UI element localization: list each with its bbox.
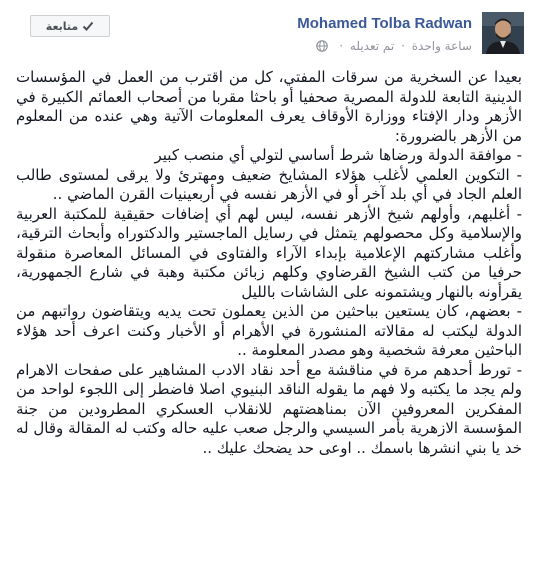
post-meta	[316, 39, 472, 53]
edited-label[interactable]: تم تعديله	[349, 39, 395, 53]
post-paragraph: - التكوين العلمي لأغلب هؤلاء المشايخ ضعيف ومهترئ ولا يرقى لمستوى طالب العلم الجاد في أي بلد آخر أو في الأزهر نفسه في أربعينيات القرن الماضي ..	[16, 165, 522, 203]
author-avatar[interactable]	[482, 12, 524, 54]
post-paragraph: - تورط أحدهم مرة في مناقشة مع أحد نقاد الادب المشاهير على صفحات الاهرام ولم يجد ما يكتبه ولا فهم ما يقوله الناقد البنيوي اصلا فاضطر إلى اللجوء لواحد من المفكرين المعروفين الآن بمناهضتهم للانقلاب العسكري المطرودين من جنة المؤسسة الازهرية بأمر السيسي والرجل صعب عليه حاله وكتب له المقالة وقال له خد يا بني انشرها باسمك .. اوعى حد يضحك عليك ..	[16, 360, 522, 457]
post-paragraph: - موافقة الدولة ورضاها شرط أساسي لتولي أي منصب كبير	[154, 146, 522, 164]
follow-button[interactable]	[30, 15, 110, 37]
author-name[interactable]: Mohamed Tolba Radwan	[297, 15, 472, 32]
post-paragraph: - بعضهم، كان يستعين بباحثين من الذين يعملون تحت يديه ويتقاضون رواتبهم من الدولة ليكتب له مقالاته المنشورة في الأهرام أو الأخبار وكنت اعرف أحد هؤلاء الباحثين معرفة شخصية وهو مصدر المعلومة ..	[16, 302, 522, 359]
post-time[interactable]: ساعة واحدة	[411, 39, 472, 53]
meta-separator: ·	[401, 39, 405, 53]
meta-separator: ·	[339, 39, 344, 53]
check-icon	[82, 20, 94, 32]
post-paragraph: بعيدا عن السخرية من سرقات المفتي، كل من اقترب من العمل في المؤسسات الدينية التابعة للدولة المصرية صحفيا أو باحثا مقربا من أصحاب العمائم الكبيرة في الأزهر ودار الإفتاء ووزارة الأوقاف يعرف المعلومات الآتية وهي عنده من المعلوم من الأزهر بالضرورة:	[16, 68, 522, 145]
follow-label: متابعة	[45, 19, 79, 33]
post-header	[0, 10, 534, 60]
avatar-photo-icon	[482, 12, 524, 54]
post-paragraph: - أغلبهم، وأولهم شيخ الأزهر نفسه، ليس لهم أي إضافات حقيقية للمكتبة العربية والإسلامية وكل محصولهم يتمثل في رسايل الماجستير والدكتوراه وأبحاث الترقية، وأغلب مشاركتهم الإعلامية بإبداء الآراء والفتاوى في المسائل المعاصرة منقولة حرفيا من كتب الشيخ القرضاوي وكلهم زبائن مكتبة وهبة في شارع الجمهورية، يقرأونه بالنهار ويشتمونه على الشاشات بالليل	[16, 204, 522, 301]
globe-icon[interactable]	[316, 40, 328, 52]
post-body	[16, 68, 522, 458]
